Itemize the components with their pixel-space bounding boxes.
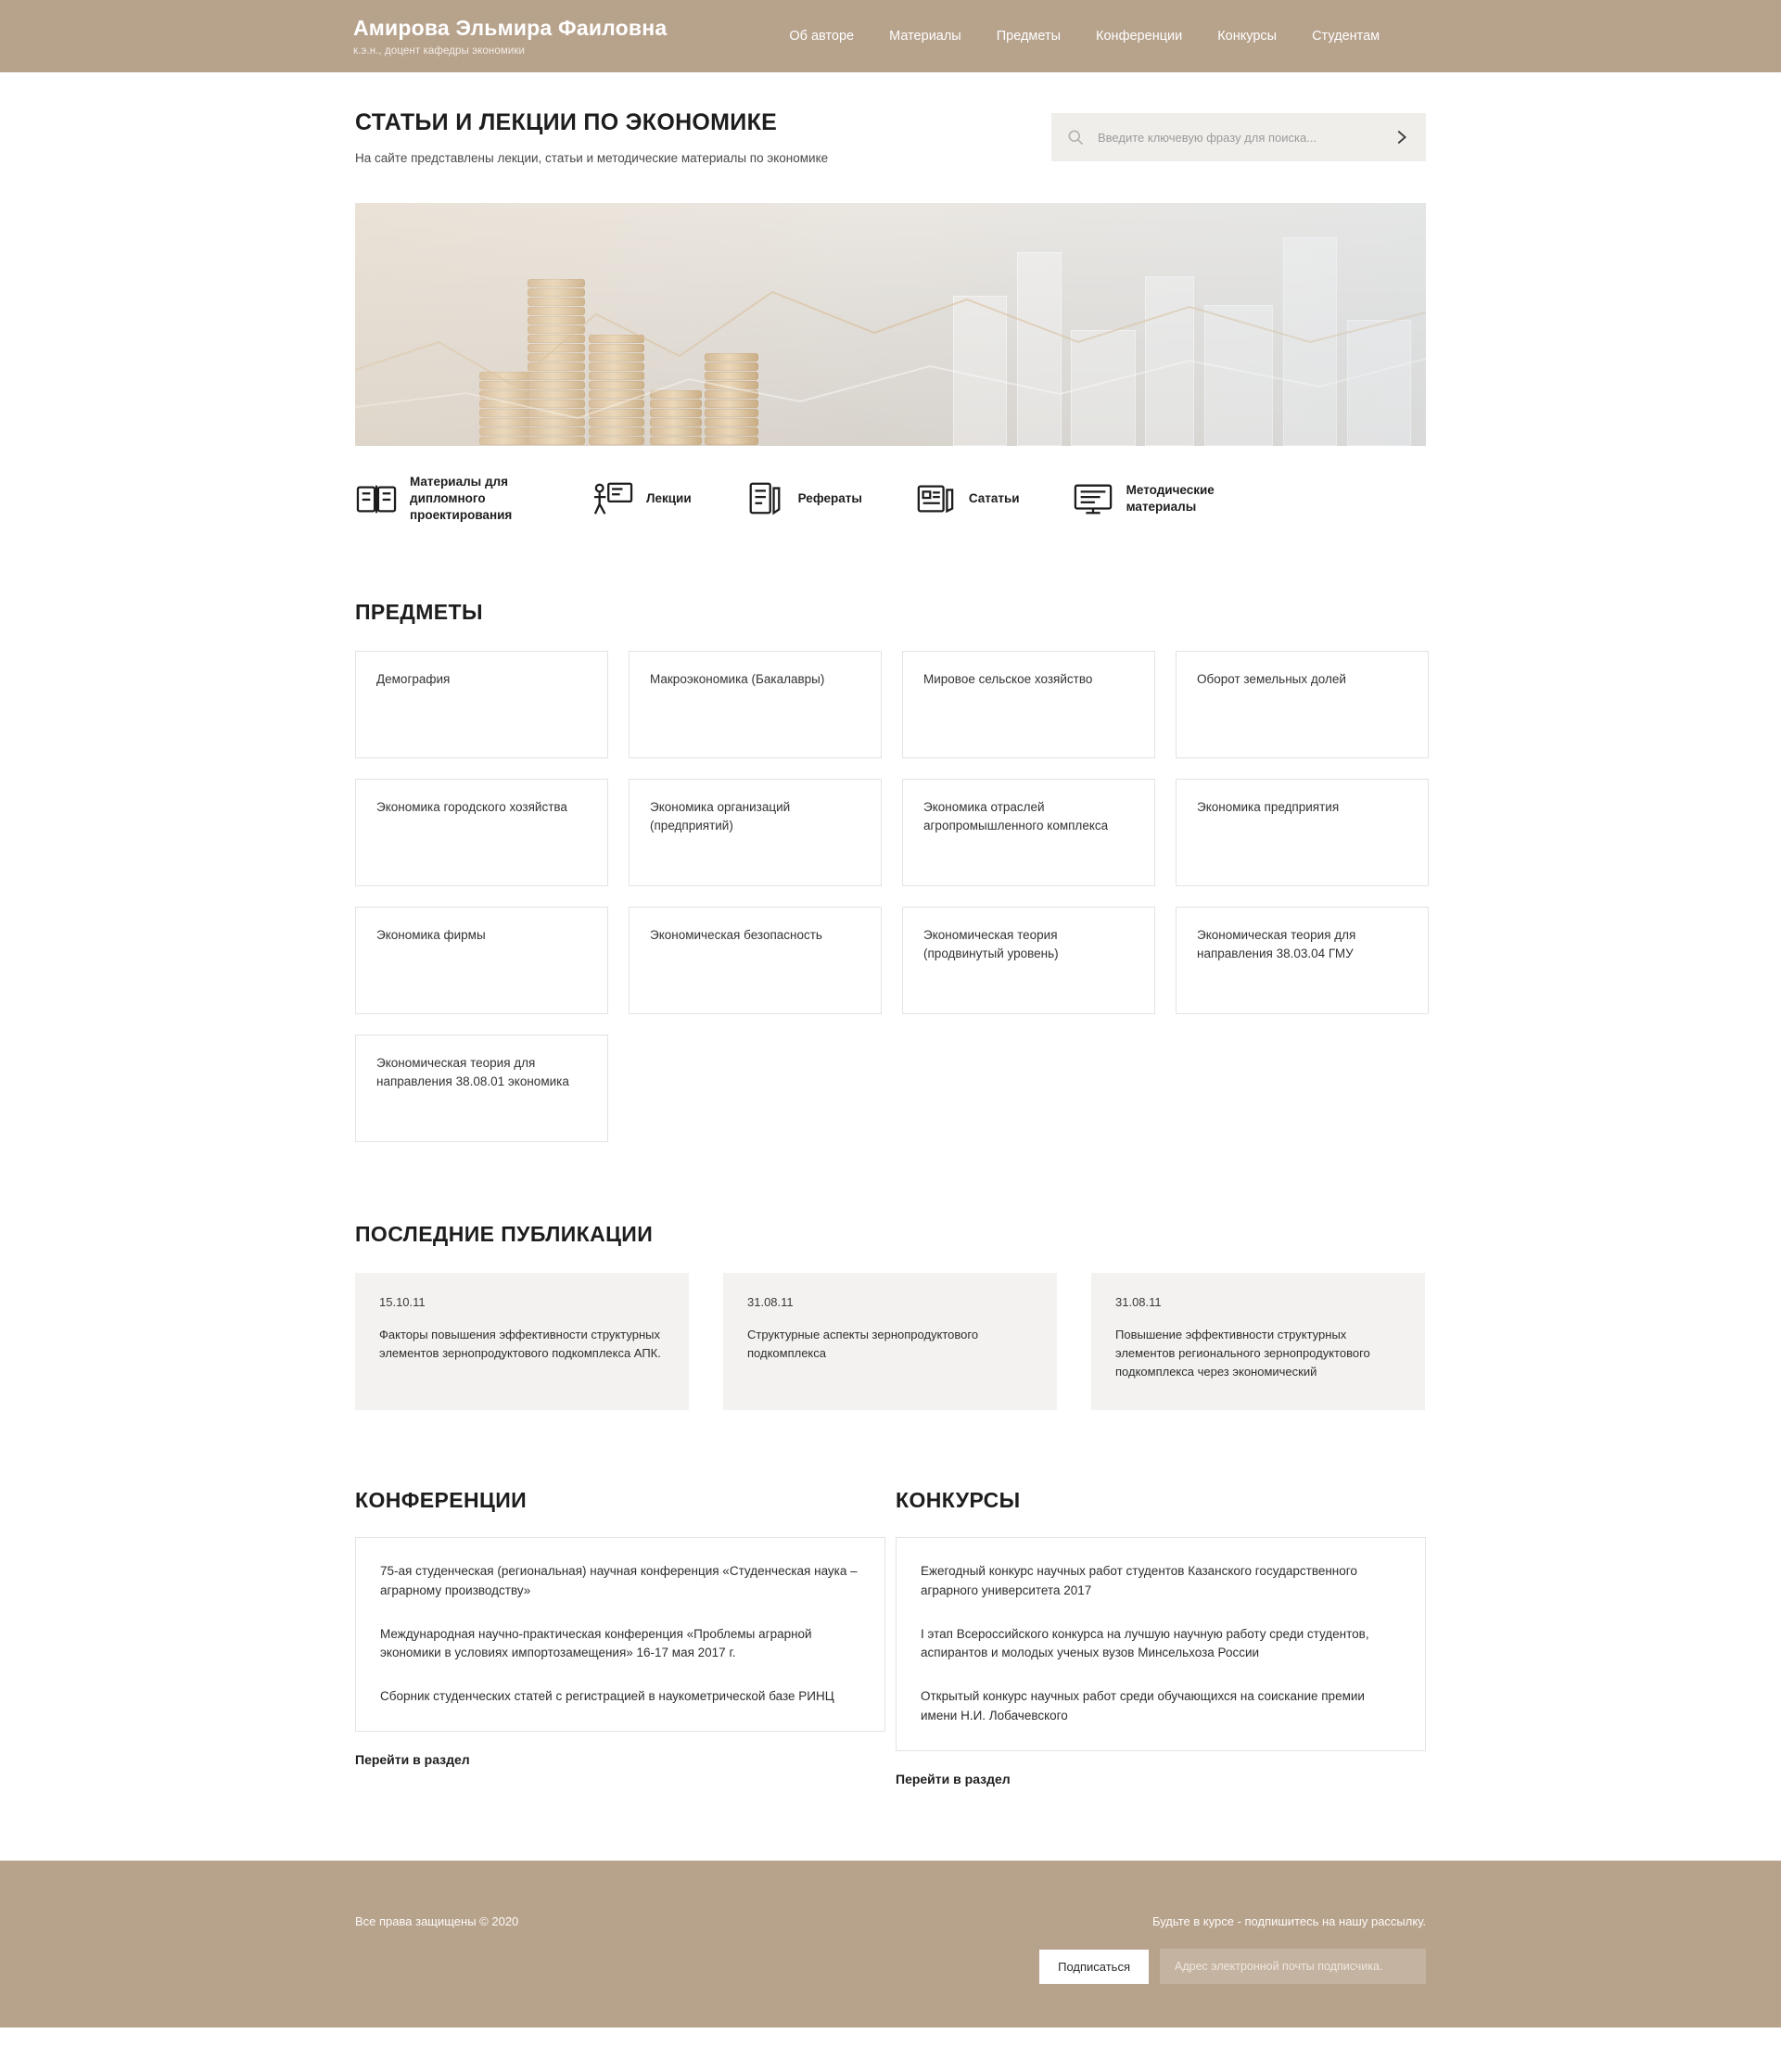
search-box[interactable] xyxy=(1051,113,1426,161)
nav-item-contests[interactable]: Конкурсы xyxy=(1217,29,1278,44)
copyright-text: Все права защищены © 2020 xyxy=(355,1914,519,1929)
subject-card[interactable]: Демография xyxy=(355,651,608,758)
subscribe-button[interactable]: Подписаться xyxy=(1039,1950,1149,1984)
subjects-grid xyxy=(355,651,1426,1142)
category-articles[interactable] xyxy=(914,479,1020,518)
category-links xyxy=(355,474,1426,523)
page-title: СТАТЬИ И ЛЕКЦИИ ПО ЭКОНОМИКЕ xyxy=(355,109,778,135)
page-subtitle: На сайте представлены лекции, статьи и методические материалы по экономике xyxy=(355,151,829,165)
category-label: Рефераты xyxy=(797,491,862,506)
category-label: Методические материалы xyxy=(1126,483,1215,514)
newspaper-icon xyxy=(914,479,957,518)
nav-item-materials[interactable]: Материалы xyxy=(889,29,961,44)
category-diploma-materials[interactable] xyxy=(355,474,540,523)
category-label: Лекции xyxy=(646,491,692,506)
list-item[interactable]: 75-ая студенческая (региональная) научная конференция «Студенческая наука – аграрному производству» xyxy=(380,1563,858,1597)
subscribe-block xyxy=(1039,1914,1426,1984)
publication-date: 31.08.11 xyxy=(747,1294,794,1309)
subscribe-form xyxy=(1039,1949,1426,1984)
subject-card[interactable]: Экономика предприятия xyxy=(1176,779,1429,886)
publication-card[interactable] xyxy=(355,1273,689,1410)
publication-text: Структурные аспекты зернопродуктового подкомплекса xyxy=(747,1327,979,1360)
contests-column xyxy=(896,1488,1426,1789)
presentation-icon xyxy=(592,479,634,518)
list-item[interactable]: Международная научно-практическая конференция «Проблемы аграрной экономики в условиях импортозамещения» 16-17 мая 2017 г. xyxy=(380,1626,812,1660)
subject-card[interactable]: Экономическая теория для направления 38.08.01 экономика xyxy=(355,1035,608,1142)
publications-list xyxy=(355,1273,1426,1410)
hero-text xyxy=(355,109,828,168)
subscribe-email-input[interactable] xyxy=(1160,1949,1426,1984)
conferences-section-link[interactable]: Перейти в раздел xyxy=(355,1752,470,1768)
nav-item-students[interactable]: Студентам xyxy=(1312,29,1380,44)
category-label: Сататьи xyxy=(968,491,1020,506)
subject-card[interactable]: Макроэкономика (Бакалавры) xyxy=(629,651,882,758)
subject-card[interactable]: Мировое сельское хозяйство xyxy=(902,651,1155,758)
category-methodical-materials[interactable] xyxy=(1072,479,1256,518)
publications-title: ПОСЛЕДНИЕ ПУБЛИКАЦИИ xyxy=(355,1221,654,1246)
monitor-icon xyxy=(1072,479,1114,518)
publication-date: 31.08.11 xyxy=(1115,1294,1162,1309)
open-book-icon xyxy=(355,479,398,518)
nav-item-about[interactable]: Об авторе xyxy=(789,29,855,44)
subject-card[interactable]: Экономика городского хозяйства xyxy=(355,779,608,886)
subject-card[interactable]: Оборот земельных долей xyxy=(1176,651,1429,758)
subject-card[interactable]: Экономическая теория для направления 38.03.04 ГМУ xyxy=(1176,907,1429,1014)
brand[interactable] xyxy=(353,16,667,56)
category-abstracts[interactable] xyxy=(744,479,862,518)
search-icon xyxy=(1066,128,1085,146)
publication-date: 15.10.11 xyxy=(379,1294,426,1309)
content-wrap xyxy=(355,72,1426,1788)
subjects-title: ПРЕДМЕТЫ xyxy=(355,599,483,624)
site-footer xyxy=(0,1861,1781,2028)
publication-card[interactable] xyxy=(1091,1273,1425,1410)
subscribe-note: Будьте в курсе - подпишитесь на нашу рассылку. xyxy=(1151,1914,1426,1929)
publication-text: Факторы повышения эффективности структурных элементов зернопродуктового подкомплекса АПК. xyxy=(379,1327,661,1360)
category-label: Материалы для дипломного проектирования xyxy=(410,475,513,522)
site-header xyxy=(0,0,1781,72)
subject-card[interactable]: Экономика отраслей агропромышленного комплекса xyxy=(902,779,1155,886)
hero-row xyxy=(355,72,1426,168)
conferences-list xyxy=(355,1537,885,1733)
contests-section-link[interactable]: Перейти в раздел xyxy=(896,1772,1011,1787)
category-lectures[interactable] xyxy=(592,479,692,518)
subject-card[interactable]: Экономическая безопасность xyxy=(629,907,882,1014)
main-nav xyxy=(789,29,1380,44)
brand-name: Амирова Эльмира Фаиловна xyxy=(353,16,668,41)
contests-title: КОНКУРСЫ xyxy=(896,1487,1021,1512)
conferences-title: КОНФЕРЕНЦИИ xyxy=(355,1487,528,1512)
nav-item-subjects[interactable]: Предметы xyxy=(996,29,1062,44)
subject-card[interactable]: Экономическая теория (продвинутый уровень) xyxy=(902,907,1155,1014)
list-item[interactable]: I этап Всероссийского конкурса на лучшую научную работу среди студентов, аспирантов и молодых ученых вузов Минсельхоза России xyxy=(921,1626,1369,1660)
bottom-columns xyxy=(355,1488,1426,1789)
hero-banner-image xyxy=(355,203,1426,446)
chevron-right-icon[interactable] xyxy=(1391,127,1411,147)
publication-text: Повышение эффективности структурных элементов регионального зернопродуктового подкомплекса через экономический xyxy=(1115,1327,1370,1379)
list-item[interactable]: Сборник студенческих статей с регистрацией в наукометрической базе РИНЦ xyxy=(380,1689,834,1704)
conferences-column xyxy=(355,1488,885,1789)
subject-card[interactable]: Экономика фирмы xyxy=(355,907,608,1014)
search-input[interactable] xyxy=(1096,130,1391,146)
contests-list xyxy=(896,1537,1426,1752)
nav-item-conferences[interactable]: Конференции xyxy=(1096,29,1183,44)
list-item[interactable]: Ежегодный конкурс научных работ студентов Казанского государственного аграрного университета 2017 xyxy=(921,1563,1357,1597)
publication-card[interactable] xyxy=(723,1273,1057,1410)
documents-icon xyxy=(744,479,786,518)
brand-subtitle: к.э.н., доцент кафедры экономики xyxy=(353,44,526,57)
subject-card[interactable]: Экономика организаций (предприятий) xyxy=(629,779,882,886)
list-item[interactable]: Открытый конкурс научных работ среди обучающихся на соискание премии имени Н.И. Лобачевского xyxy=(921,1689,1365,1723)
